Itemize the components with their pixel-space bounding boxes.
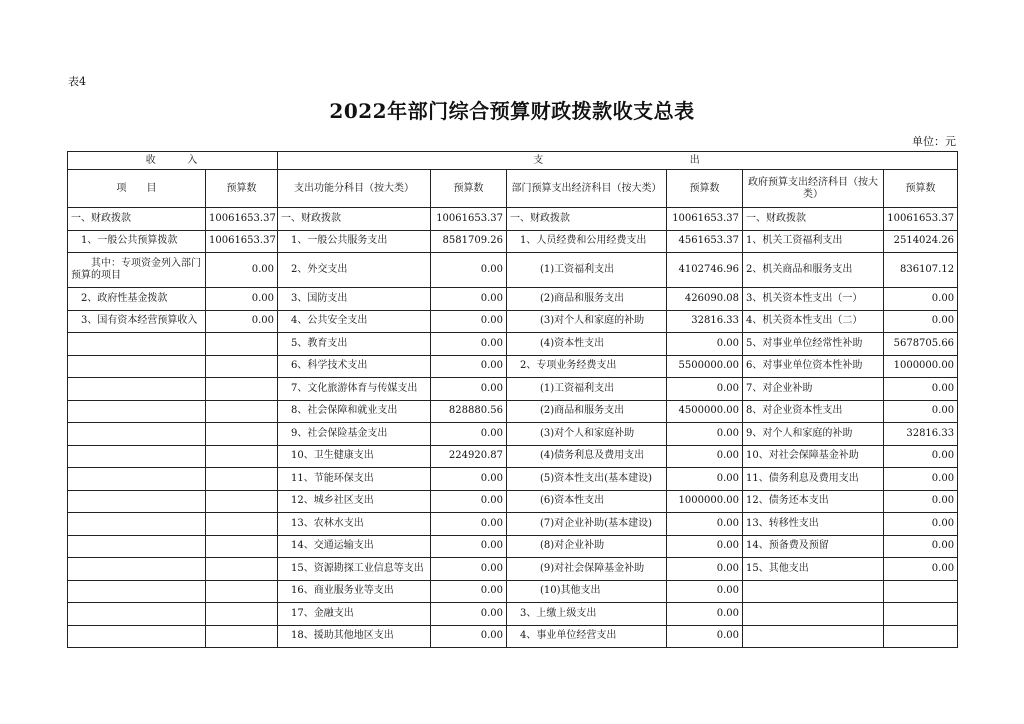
item-label-cell: 1、一般公共预算拨款 (68, 230, 206, 253)
budget-amount-cell: 836107.12 (884, 253, 958, 288)
item-label-cell: 10、卫生健康支出 (278, 445, 431, 468)
budget-amount-cell: 0.00 (667, 423, 743, 446)
budget-amount-cell: 1000000.00 (667, 490, 743, 513)
budget-amount-cell: 0.00 (667, 513, 743, 536)
budget-amount-cell: 0.00 (431, 423, 507, 446)
budget-amount-cell (206, 513, 278, 536)
item-label-cell (68, 625, 206, 648)
col-header-gov-economic: 政府预算支出经济科目（按大类） (743, 170, 884, 208)
table-row (68, 423, 958, 446)
budget-amount-cell: 0.00 (667, 603, 743, 626)
budget-amount-cell (206, 355, 278, 378)
table-row (68, 355, 958, 378)
budget-amount-cell: 0.00 (667, 468, 743, 491)
item-label-cell: 17、金融支出 (278, 603, 431, 626)
budget-amount-cell (206, 445, 278, 468)
item-label-cell: (2)商品和服务支出 (507, 400, 667, 423)
item-label-cell (68, 400, 206, 423)
budget-amount-cell: 0.00 (431, 535, 507, 558)
budget-amount-cell: 0.00 (667, 378, 743, 401)
table-number: 表4 (68, 75, 86, 88)
item-label-cell: 6、对事业单位资本性补助 (743, 355, 884, 378)
item-label-cell: 一、财政拨款 (507, 208, 667, 231)
item-label-cell (68, 490, 206, 513)
budget-amount-cell: 0.00 (206, 253, 278, 288)
budget-amount-cell: 0.00 (667, 445, 743, 468)
item-label-cell: 2、政府性基金拨款 (68, 288, 206, 311)
budget-amount-cell: 10061653.37 (206, 230, 278, 253)
budget-amount-cell: 0.00 (431, 513, 507, 536)
item-label-cell (68, 535, 206, 558)
table-row (68, 580, 958, 603)
budget-amount-cell: 0.00 (884, 310, 958, 333)
item-label-cell: (2)商品和服务支出 (507, 288, 667, 311)
budget-amount-cell: 0.00 (667, 333, 743, 356)
budget-amount-cell (884, 580, 958, 603)
budget-amount-cell: 5678705.66 (884, 333, 958, 356)
budget-amount-cell: 0.00 (431, 333, 507, 356)
item-label-cell: 1、机关工资福利支出 (743, 230, 884, 253)
table-row (68, 310, 958, 333)
budget-amount-cell: 0.00 (884, 468, 958, 491)
budget-amount-cell: 0.00 (431, 603, 507, 626)
budget-amount-cell: 0.00 (884, 490, 958, 513)
col-header-budget: 预算数 (884, 170, 958, 208)
budget-amount-cell: 828880.56 (431, 400, 507, 423)
budget-amount-cell (206, 535, 278, 558)
item-label-cell: 13、农林水支出 (278, 513, 431, 536)
item-label-cell: (4)资本性支出 (507, 333, 667, 356)
item-label-cell (68, 423, 206, 446)
item-label-cell: (3)对个人和家庭的补助 (507, 310, 667, 333)
item-label-cell: 16、商业服务业等支出 (278, 580, 431, 603)
item-label-cell (743, 580, 884, 603)
item-label-cell: 12、债务还本支出 (743, 490, 884, 513)
col-header-budget: 预算数 (667, 170, 743, 208)
item-label-cell: 8、对企业资本性支出 (743, 400, 884, 423)
budget-table (67, 151, 958, 648)
budget-amount-cell: 5500000.00 (667, 355, 743, 378)
item-label-cell: 9、对个人和家庭的补助 (743, 423, 884, 446)
item-label-cell: 3、机关资本性支出（一） (743, 288, 884, 311)
item-label-cell: 其中：专项资金列入部门预算的项目 (68, 253, 206, 288)
item-label-cell: (1)工资福利支出 (507, 378, 667, 401)
table-row (68, 400, 958, 423)
expense-group-header: 支 出 (278, 152, 958, 170)
item-label-cell: 3、上缴上级支出 (507, 603, 667, 626)
item-label-cell: 1、一般公共服务支出 (278, 230, 431, 253)
budget-amount-cell: 224920.87 (431, 445, 507, 468)
budget-amount-cell (206, 558, 278, 581)
item-label-cell: 18、援助其他地区支出 (278, 625, 431, 648)
budget-amount-cell: 0.00 (431, 558, 507, 581)
item-label-cell (743, 603, 884, 626)
budget-amount-cell (206, 490, 278, 513)
item-label-cell: 3、国有资本经营预算收入 (68, 310, 206, 333)
budget-amount-cell (206, 400, 278, 423)
table-row (68, 445, 958, 468)
budget-amount-cell: 0.00 (884, 288, 958, 311)
budget-amount-cell: 10061653.37 (206, 208, 278, 231)
item-label-cell: (4)债务利息及费用支出 (507, 445, 667, 468)
budget-amount-cell: 0.00 (667, 580, 743, 603)
budget-amount-cell (206, 603, 278, 626)
item-label-cell: 13、转移性支出 (743, 513, 884, 536)
item-label-cell: 7、对企业补助 (743, 378, 884, 401)
item-label-cell: 14、交通运输支出 (278, 535, 431, 558)
table-row (68, 208, 958, 231)
budget-amount-cell: 0.00 (431, 310, 507, 333)
item-label-cell: 14、预备费及预留 (743, 535, 884, 558)
budget-amount-cell: 0.00 (431, 625, 507, 648)
item-label-cell: 5、对事业单位经常性补助 (743, 333, 884, 356)
budget-amount-cell (206, 378, 278, 401)
item-label-cell: 3、国防支出 (278, 288, 431, 311)
item-label-cell (68, 378, 206, 401)
col-header-dept-economic: 部门预算支出经济科目（按大类） (507, 170, 667, 208)
budget-amount-cell: 10061653.37 (431, 208, 507, 231)
item-label-cell: (1)工资福利支出 (507, 253, 667, 288)
item-label-cell (743, 625, 884, 648)
item-label-cell: 一、财政拨款 (278, 208, 431, 231)
budget-amount-cell: 0.00 (884, 558, 958, 581)
item-label-cell: 5、教育支出 (278, 333, 431, 356)
item-label-cell: 6、科学技术支出 (278, 355, 431, 378)
table-row (68, 603, 958, 626)
budget-amount-cell: 0.00 (667, 625, 743, 648)
budget-amount-cell (206, 423, 278, 446)
table-row (68, 288, 958, 311)
budget-amount-cell: 0.00 (431, 378, 507, 401)
table-row (68, 625, 958, 648)
budget-amount-cell (206, 333, 278, 356)
table-row (68, 468, 958, 491)
item-label-cell: (10)其他支出 (507, 580, 667, 603)
budget-amount-cell: 4561653.37 (667, 230, 743, 253)
item-label-cell: 15、其他支出 (743, 558, 884, 581)
budget-amount-cell: 2514024.26 (884, 230, 958, 253)
budget-amount-cell: 0.00 (206, 310, 278, 333)
col-header-budget: 预算数 (431, 170, 507, 208)
budget-amount-cell: 0.00 (431, 468, 507, 491)
budget-amount-cell: 0.00 (667, 535, 743, 558)
budget-amount-cell: 10061653.37 (884, 208, 958, 231)
item-label-cell: (7)对企业补助(基本建设) (507, 513, 667, 536)
item-label-cell: 12、城乡社区支出 (278, 490, 431, 513)
budget-amount-cell: 0.00 (431, 288, 507, 311)
item-label-cell (68, 355, 206, 378)
item-label-cell: 9、社会保险基金支出 (278, 423, 431, 446)
table-row (68, 513, 958, 536)
budget-amount-cell: 426090.08 (667, 288, 743, 311)
table-row (68, 333, 958, 356)
item-label-cell (68, 468, 206, 491)
budget-amount-cell: 0.00 (431, 580, 507, 603)
budget-amount-cell: 32816.33 (667, 310, 743, 333)
table-row (68, 558, 958, 581)
budget-amount-cell: 4102746.96 (667, 253, 743, 288)
item-label-cell: (3)对个人和家庭补助 (507, 423, 667, 446)
item-label-cell: 4、事业单位经营支出 (507, 625, 667, 648)
budget-amount-cell: 8581709.26 (431, 230, 507, 253)
table-row (68, 253, 958, 288)
budget-amount-cell: 0.00 (667, 558, 743, 581)
budget-amount-cell: 0.00 (884, 400, 958, 423)
table-row (68, 535, 958, 558)
item-label-cell: (5)资本性支出(基本建设) (507, 468, 667, 491)
col-header-budget: 预算数 (206, 170, 278, 208)
item-label-cell (68, 445, 206, 468)
table-row (68, 378, 958, 401)
budget-amount-cell (884, 625, 958, 648)
budget-amount-cell: 0.00 (884, 535, 958, 558)
item-label-cell: 4、公共安全支出 (278, 310, 431, 333)
income-group-header: 收 入 (68, 152, 278, 170)
budget-amount-cell: 0.00 (884, 513, 958, 536)
unit-label: 单位：元 (912, 135, 956, 148)
budget-amount-cell: 0.00 (431, 253, 507, 288)
item-label-cell: (9)对社会保障基金补助 (507, 558, 667, 581)
item-label-cell: 11、债务利息及费用支出 (743, 468, 884, 491)
item-label-cell (68, 603, 206, 626)
item-label-cell (68, 333, 206, 356)
item-label-cell (68, 513, 206, 536)
item-label-cell: 8、社会保障和就业支出 (278, 400, 431, 423)
item-label-cell: 10、对社会保障基金补助 (743, 445, 884, 468)
col-header-function: 支出功能分科目（按大类） (278, 170, 431, 208)
item-label-cell: 11、节能环保支出 (278, 468, 431, 491)
item-label-cell: 一、财政拨款 (68, 208, 206, 231)
budget-amount-cell (206, 468, 278, 491)
item-label-cell: 2、专项业务经费支出 (507, 355, 667, 378)
item-label-cell: 7、文化旅游体育与传媒支出 (278, 378, 431, 401)
budget-amount-cell (206, 625, 278, 648)
item-label-cell: 1、人员经费和公用经费支出 (507, 230, 667, 253)
table-row (68, 490, 958, 513)
budget-amount-cell: 0.00 (431, 490, 507, 513)
budget-amount-cell (206, 580, 278, 603)
budget-amount-cell: 10061653.37 (667, 208, 743, 231)
item-label-cell (68, 558, 206, 581)
document-title: 2022年部门综合预算财政拨款收支总表 (329, 99, 695, 123)
budget-amount-cell: 1000000.00 (884, 355, 958, 378)
col-header-item: 项 目 (68, 170, 206, 208)
table-row (68, 230, 958, 253)
item-label-cell: (6)资本性支出 (507, 490, 667, 513)
budget-amount-cell: 0.00 (884, 378, 958, 401)
budget-amount-cell: 0.00 (884, 445, 958, 468)
budget-amount-cell: 4500000.00 (667, 400, 743, 423)
budget-amount-cell: 0.00 (206, 288, 278, 311)
budget-amount-cell: 32816.33 (884, 423, 958, 446)
item-label-cell: (8)对企业补助 (507, 535, 667, 558)
item-label-cell: 2、外交支出 (278, 253, 431, 288)
budget-amount-cell (884, 603, 958, 626)
item-label-cell: 2、机关商品和服务支出 (743, 253, 884, 288)
item-label-cell: 一、财政拨款 (743, 208, 884, 231)
budget-amount-cell: 0.00 (431, 355, 507, 378)
item-label-cell: 4、机关资本性支出（二） (743, 310, 884, 333)
item-label-cell: 15、资源勘探工业信息等支出 (278, 558, 431, 581)
item-label-cell (68, 580, 206, 603)
